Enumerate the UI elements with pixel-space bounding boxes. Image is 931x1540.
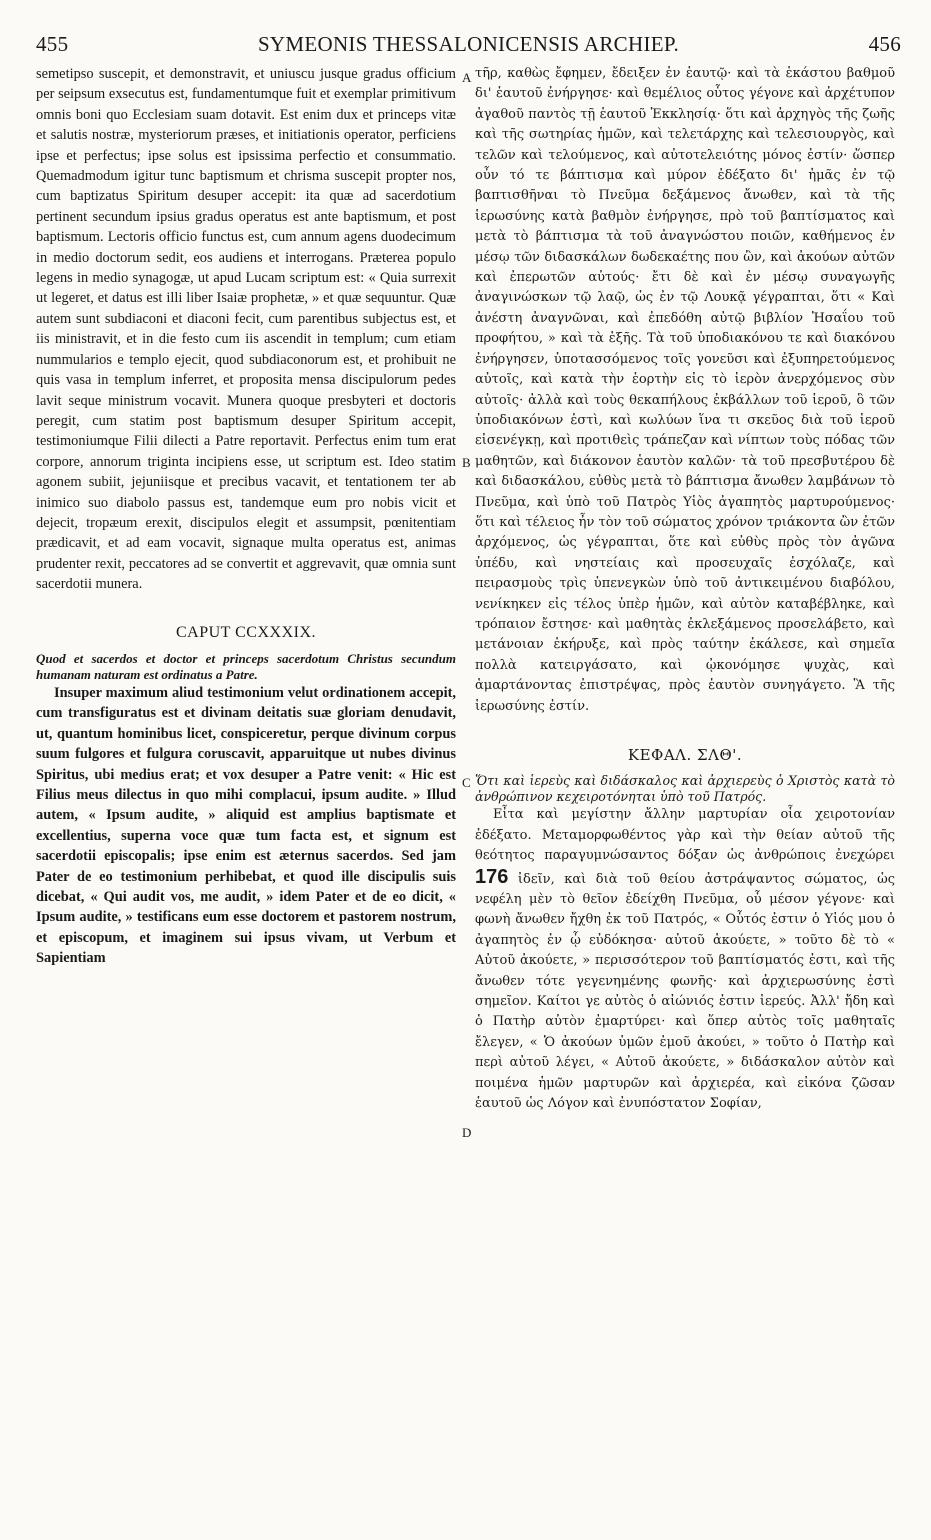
latin-column	[36, 64, 456, 969]
latin-chapter-heading: CAPUT CCXXXIX.	[175, 623, 317, 641]
greek-paragraph-2a: Εἶτα καὶ μεγίστην ἄλλην μαρτυρίαν οἷα χειροτονίαν ἐδέξατο. Μεταμορφωθέντος γὰρ καὶ τὴν θείαν αὐτοῦ τῆς θεότητος παραγυμνώσαντος δόξαν ὡς ἀνθρώποις ἐνεχώρει	[475, 807, 895, 864]
greek-paragraph-1: τῆρ, καθὼς ἔφημεν, ἔδειξεν ἐν ἑαυτῷ· καὶ τὰ ἑκάστου βαθμοῦ δι' ἑαυτοῦ ἐνήργησε· καὶ θεμέλιος οὗτος γέγονε καὶ ἀρχέτυπον ἀγαθοῦ παντὸς τῇ ἑαυτοῦ Ἐκκλησίᾳ· ὅτι καὶ ἀρχηγὸς τῆς ζωῆς καὶ τῆς σωτηρίας ἡμῶν, καὶ τελετάρχης καὶ τελεσιουργὸς, καὶ τελῶν καὶ τελούμενος, καὶ αὐτοτελειότης μόνος ἐστίν· ὥσπερ οὖν τό τε βάπτισμα καὶ μύρον ἐδέξατο δι' ἡμᾶς ἐν τῷ βαπτισθῆναι τὸ Πνεῦμα δεξάμενος ἄνωθεν, καὶ τὰ τῆς ἱερωσύνης κατὰ βαθμὸν ἐνήργησε, πρὸ τοῦ βαπτίσματος καὶ μετὰ τὸ βάπτισμα τὰ τοῦ ἀναγνώστου ποιῶν, καθήμενος ἐν μέσῳ τῶν διδασκάλων δωδεκαέτης που ὢν, καὶ ἀκούων αὐτῶν καὶ ἐπερωτῶν αὐτούς· ἔτι δὲ καὶ ἐν μέσῳ συναγωγῆς ἀναγινώσκων τῷ λαῷ, ὡς ἐν τῷ Λουκᾷ γέγραπται, ὅτι « Καὶ ἀνέστη ἀναγνῶναι, καὶ ἐπεδόθη αὐτῷ βιβλίον Ἠσαΐου τοῦ προφήτου, » καὶ τὰ ἑξῆς. Τὰ τοῦ ὑποδιακόνου τε καὶ διακόνου ἐνήργησεν, ὑποτασσόμενος τοῖς γονεῦσι καὶ ἐξυπηρετούμενος αὐτοῖς, καὶ κατὰ τὴν ἑορτὴν εἰς τὸ ἱερὸν ἀνερχόμενος σὺν αὐτοῖς· ἀλλὰ καὶ τοὺς θεκαπήλους ἐκβάλλων τοῦ ἱεροῦ, ὃ τῶν ὑποδιακόνων ἐστὶ, καὶ κωλύων ἵνα τι σκεῦος διὰ τοῦ ἱεροῦ εἰσενέγκῃ, καὶ προτιθεὶς τράπεζαν καὶ νίπτων τοὺς πόδας τῶν μαθητῶν, καὶ διάκονον ἑαυτὸν καλῶν· τὰ τοῦ πρεσβυτέρου δὲ καὶ διδασκάλου, εὐθὺς μετὰ τὸ βάπτισμα ἄνωθεν λαμβάνων τὸ Πνεῦμα, καὶ ὑπὸ τοῦ Πατρὸς Υἱὸς ἀγαπητὸς μαρτυρούμενος· ὅτι καὶ τέλειος ἦν τὸν τοῦ σώματος χρόνον τριάκοντα ὢν ἐτῶν ἀρχόμενος, ὡς γέγραπται, ὅτε καὶ εὐθὺς πρὸς τὸν ἀγῶνα ὑπέδυ, καὶ νηστείαις καὶ προσευχαῖς ἐσχόλαζε, καὶ πειρασμοὺς τρὶς ὑπενεγκὼν ὑπὸ τοῦ ἀντικειμένου διαβόλου, νενίκηκεν εἰς τέλος ὑπὲρ ἡμῶν, καὶ αὐτὸν καταβέβληκε, καὶ τρόπαιον ἔστησε· καὶ μαθητὰς ἐκλεξάμενος προσελάβετο, καὶ μετάνοιαν ἐκήρυξε, καὶ πρὸς ταύτην ἐκάλεσε, καὶ σημεῖα πολλὰ κατειργάσατο, καὶ ᾠκονόμησε ψυχὰς, καὶ ἁμαρτάνοντας ἐπιστρέψας, πρὸς ἑαυτὸν συνηγάγετο. Ἃ τῆς ἱερωσύνης ἐστίν.	[475, 66, 895, 714]
greek-chapter-heading: ΚΕΦΑΛ. ΣΛΘ'.	[627, 746, 743, 764]
latin-chapter-rubric: Quod et sacerdos et doctor et princeps sacerdotum Christus secundum humanam naturam est ordinatus a Patre.	[36, 650, 456, 682]
margin-letter-a: A	[462, 70, 472, 85]
running-header	[36, 32, 901, 62]
page-marker: 176	[475, 865, 509, 888]
greek-paragraph-2b: ἰδεῖν, καὶ διὰ τοῦ θείου ἀστράψαντος σώματος, ὡς νεφέλη μὲν τὸ θεῖον ἐδείχθη Πνεῦμα, οὗ μέσον γέγονε· καὶ φωνὴ ἄνωθεν ἤχθη ἐκ τοῦ Πατρός, « Οὗτός ἐστιν ὁ Υἱός μου ὁ ἀγαπητὸς ἐν ᾧ εὐδόκησα· αὐτοῦ ἀκούετε, » τοῦτο δὲ τὸ « Αὐτοῦ ἀκούετε, » περισσότερον τοῦ βαπτίσματός ἐστι, καὶ τῆς ἄνωθεν τότε γεγενημένης φωνῆς· καὶ ἀρχιερωσύνης ἐστὶ σημεῖον. Καίτοι γε αὐτὸς ὁ αἰώνιός ἐστιν ἱερεύς. Ἀλλ' ἤδη καὶ ὁ Πατὴρ αὐτὸν ἐμαρτύρει· καὶ ὅπερ αὐτὸς τοῖς μαθηταῖς ἔλεγεν, « Ὁ ἀκούων ὑμῶν ἐμοῦ ἀκούει, » τοῦτο ὁ Πατὴρ καὶ περὶ αὐτοῦ λέγει, « Αὐτοῦ ἀκούετε, » διδάσκαλον αὐτὸν καὶ ποιμένα ἡμῶν μαρτυρῶν καὶ ἀρχιερέα, καὶ εἰκόνα ζῶσαν ἑαυτοῦ ὡς Λόγον καὶ ἐνυπόστατον Σοφίαν,	[475, 871, 895, 1112]
greek-chapter-rubric: Ὅτι καὶ ἱερεὺς καὶ διδάσκαλος καὶ ἀρχιερεὺς ὁ Χριστὸς κατὰ τὸ ἀνθρώπινον κεχειροτόνηται ὑπὸ τοῦ Πατρός.	[475, 773, 895, 805]
running-title: SYMEONIS THESSALONICENSIS ARCHIEP.	[257, 32, 680, 56]
margin-letter-c: C	[462, 775, 471, 790]
margin-letter-d: D	[462, 1125, 472, 1140]
greek-column	[475, 64, 895, 1115]
latin-paragraph-2: Insuper maximum aliud testimonium velut ordinationem accepit, cum transfiguratus est et divinam deitatis suæ gloriam denudavit, ut, quantum hominibus licet, conspiceretur, perque divinum corpus suum fulgores et fulgura coruscavit, apparuitque ut nubes divinus Spiritus, ubi medius erat; et vox desuper a Patre venit: « Hic est Filius meus dilectus in quo mihi complacui, ipsum audite. » Illud autem, « Ipsum audite, » aliquid est amplius baptismate et excellentius, superna voce quæ tum facta est, et signum est sacerdotii episcopalis; ipse enim est æternus sacerdos. Sed jam Pater de eo testimonium perhibebat, et quod ille discipulis suis dicebat, « Qui audit vos, me audit, » idem Pater et de eo dicit, « Ipsum audite, » testificans eum esse doctorem et pastorem nostrum, et episcopum, et imaginem sui ipsus vivam, ut Verbum et Sapientiam	[36, 684, 456, 967]
page-number-right: 456	[868, 32, 901, 56]
latin-paragraph-1: semetipso suscepit, et demonstravit, et uniuscu jusque gradus officium per seipsum exsecutus est, fundamentumque fuit et exemplar primitivum omnis boni quo Ecclesiam suam dotavit. Est enim dux et princeps vitæ et salutis nostræ, mysteriorum præses, et initiationis operator, perficiens ipse et perfectus; ipse solus est ipsissima perfectio et consummatio. Quemadmodum igitur tunc baptismum et chrisma suscepit propter nos, cum baptizatus Spiritum desuper accepit: ita quæ ad sacerdotium pertinent secundum ipsius gradus operatus est ante baptismum, et post baptismum. Lectoris officio functus est, cum annum agens duodecimum in medio doctorum sedit, eos audiens et interrogans. Præterea populo legens in medio synagogæ, ut apud Lucam scriptum est: « Quia surrexit ut legeret, et datus est illi liber Isaiæ prophetæ, » et quæ sequuntur. Quæ autem sunt subdiaconi et diaconi fecit, cum parentibus subjectus est, et iis ministravit, et in die festo cum iis ascendit in templum; cum etiam nummularios e templo ejecit, quod subdiaconorum est, et prohibuit ne quis vasa in templum inferret, et proposita mensa discipulorum pedes lavit seque ministrum vocavit. Munera quoque presbyteri et doctoris peregit, cum statim post baptismum desuper Spiritum accepit, testimoniumque Filii dilecti a Patre reportavit. Perfectus enim tum erat corpore, annorum triginta incipiens esse, ut scriptum est. Ideo statim agonem subiit, jejuniisque et precibus vacavit, et tentationem ter ab inimico suo diabolo passus est, tandemque eum pro nobis vicit et dejecit, tropæum erexit, discipulos elegit et assumpsit, pœnitentiam prædicavit, et ad eam vocavit, signaque multa operatus est, animas prudenter rexit, peccatores ad se convertit et aggrevavit, quæ omnia sunt sacerdotii munera.	[36, 66, 456, 593]
page-number-left: 455	[36, 32, 69, 56]
margin-letter-b: B	[462, 455, 471, 470]
